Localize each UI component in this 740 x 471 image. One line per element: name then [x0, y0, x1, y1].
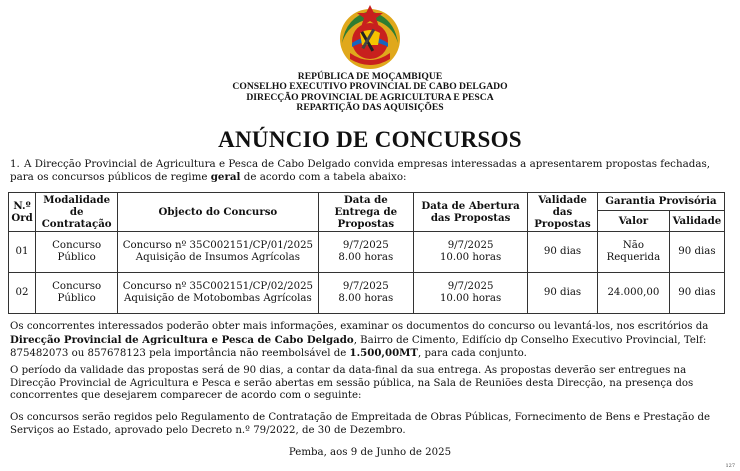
- info-text-c: , para cada conjunto.: [418, 348, 527, 360]
- page-number: 127: [725, 463, 735, 469]
- cell-ord: 02: [9, 273, 36, 314]
- header-validade: Validade das Propostas: [528, 193, 598, 232]
- regulation-paragraph: Os concursos serão regidos pelo Regulamento de Contratação de Empreitada de Obras Públicas, Fornecimento de Bens e Prestação de Serviços ao Estado, aprovado pelo Decreto n.º 79/2022, de 30 de Dezembro.: [10, 412, 711, 436]
- header-entrega: Data de Entrega de Propostas: [318, 193, 414, 232]
- table-row: [9, 273, 725, 314]
- cell-modalidade: [36, 232, 118, 273]
- intro-bold: geral: [210, 171, 241, 183]
- cell-line: Concurso: [52, 281, 102, 292]
- header-abertura: Data de Abertura das Propostas: [414, 193, 528, 232]
- info-paragraph: [10, 321, 730, 361]
- header-garantia-validade: Validade: [669, 210, 724, 231]
- signature-line: Pemba, aos 9 de Junho de 2025: [288, 447, 452, 458]
- cell-line: 10.00 horas: [439, 252, 502, 263]
- cell-line: Público: [57, 252, 96, 263]
- info-bold-fee: 1.500,00MT: [349, 347, 419, 360]
- cell-ord: 01: [9, 232, 36, 273]
- cell-objecto: [118, 273, 318, 314]
- header-directorate: DIRECÇÃO PROVINCIAL DE AGRICULTURA E PESCA: [246, 91, 494, 103]
- cell-valor: 24.000,00: [597, 273, 669, 314]
- info-bold-office: Direcção Provincial de Agricultura e Pesca de Cabo Delgado: [10, 333, 354, 346]
- intro-text-after: de acordo com a tabela abaixo:: [240, 171, 407, 183]
- cell-valor: [597, 232, 669, 273]
- cell-validade: 90 dias: [528, 273, 598, 314]
- info-text-b: , Bairro de Cimento, Edifício dp Conselho Executivo Provincial, Telf: 875482073 ou 857678123 pela importância não reembolsável de: [10, 334, 707, 360]
- cell-line: 8.00 horas: [338, 252, 394, 263]
- cell-modalidade: [36, 273, 118, 314]
- header-garantia: Garantia Provisória: [597, 193, 724, 211]
- cell-line: Aquisição de Insumos Agrícolas: [135, 252, 300, 263]
- cell-line: 9/7/2025: [342, 240, 389, 251]
- cell-garantia-validade: 90 dias: [669, 273, 724, 314]
- page-title: ANÚNCIO DE CONCURSOS: [218, 127, 522, 152]
- intro-number: 1.: [10, 158, 20, 170]
- validity-paragraph: O período da validade das propostas será de 90 dias, a contar da data-final da sua entrega. As propostas deverão ser entregues na Direcção Provincial de Agricultura e Pesca e serão abertas em sessão pública, na Sala de Reuniões desta Direcção, na presença dos concorrentes que desejarem comparecer de acordo com o seguinte:: [10, 365, 694, 402]
- tenders-table: [8, 192, 725, 314]
- cell-line: 8.00 horas: [338, 293, 394, 304]
- cell-line: 9/7/2025: [342, 281, 389, 292]
- intro-text-before: A Direcção Provincial de Agricultura e Pesca de Cabo Delgado convida empresas interessadas a apresentarem propostas fechadas, para os concursos públicos de regime: [10, 158, 711, 183]
- cell-validade: 90 dias: [528, 232, 598, 273]
- cell-line: 10.00 horas: [439, 293, 502, 304]
- cell-line: Concurso nº 35C002151/CP/02/2025: [122, 281, 314, 292]
- header-ord: N.º Ord: [9, 193, 36, 232]
- cell-abertura: [414, 232, 528, 273]
- intro-paragraph: [10, 158, 732, 184]
- header-valor: Valor: [597, 210, 669, 231]
- cell-garantia-validade: 90 dias: [669, 232, 724, 273]
- cell-entrega: [318, 273, 414, 314]
- cell-abertura: [414, 273, 528, 314]
- mozambique-emblem-icon: [336, 3, 404, 71]
- header-modalidade: Modalidade de Contratação: [36, 193, 118, 232]
- header-objecto: Objecto do Concurso: [118, 193, 318, 232]
- cell-line: Não: [622, 240, 644, 251]
- cell-line: 9/7/2025: [447, 240, 494, 251]
- table-row: [9, 232, 725, 273]
- cell-entrega: [318, 232, 414, 273]
- header-republic: REPÚBLICA DE MOÇAMBIQUE: [297, 71, 443, 82]
- header-department: REPARTIÇÃO DAS AQUISIÇÕES: [296, 102, 444, 114]
- cell-line: Aquisição de Motobombas Agrícolas: [124, 293, 312, 304]
- cell-line: Concurso nº 35C002151/CP/01/2025: [122, 240, 314, 251]
- cell-line: Requerida: [606, 252, 661, 263]
- issuer-header: [0, 72, 740, 114]
- cell-objecto: [118, 232, 318, 273]
- info-text-a: Os concorrentes interessados poderão obter mais informações, examinar os documentos do concurso ou levantá-los, nos escritórios da: [10, 321, 709, 332]
- cell-line: Concurso: [52, 240, 102, 251]
- header-council: CONSELHO EXECUTIVO PROVINCIAL DE CABO DELGADO: [232, 81, 508, 93]
- cell-line: 9/7/2025: [447, 281, 494, 292]
- cell-line: Público: [57, 293, 96, 304]
